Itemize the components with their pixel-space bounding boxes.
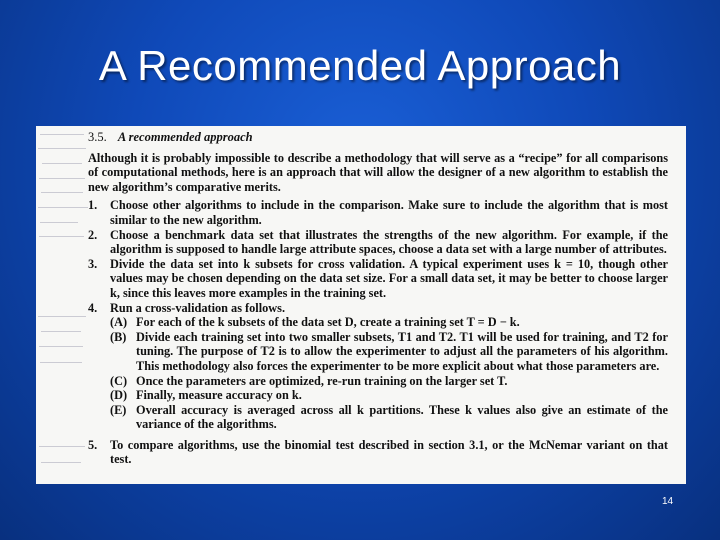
section-heading — [88, 130, 668, 145]
scanned-document-image — [36, 126, 686, 484]
list-item: 2. Choose a benchmark data set that illustrates the strengths of the new algorithm. For example, if the algorithm is supposed to handle large attribute spaces, choose a data set with a large number of attributes. — [88, 227, 668, 257]
intro-paragraph: Although it is probably impossible to describe a methodology that will serve as a “recipe” for all comparisons of computational methods, here is an approach that will allow the designer of a new algorithm to establish the new algorithm’s comparative merits. — [88, 150, 668, 194]
section-title: A recommended approach — [117, 130, 253, 144]
slide-title: A Recommended Approach — [98, 42, 622, 89]
sub-list-item: (A) For each of the k subsets of the data set D, create a training set T = D − k. — [110, 315, 520, 330]
section-number: 3.5. — [88, 130, 107, 144]
sub-list-item: (C) Once the parameters are optimized, re-run training on the larger set T. — [110, 373, 508, 388]
page-number: 14 — [662, 496, 674, 507]
sub-list-item: (D) Finally, measure accuracy on k. — [110, 388, 302, 403]
bleed-through-text — [36, 126, 92, 484]
document-text — [88, 130, 668, 467]
sub-list-item: (B) Divide each training set into two smaller subsets, T1 and T2. T1 will be used for training, and T2 for tuning. The purpose of T2 is to allow the experimenter to adjust all the parameters of his algorithm. This methodology also forces the experimenter to be more explicit about what those parameters are. — [110, 329, 668, 373]
sub-list-item: (E) Overall accuracy is averaged across all k partitions. These k values also give an estimate of the variance of the algorithms. — [110, 402, 668, 432]
list-item: 4. Run a cross-validation as follows. — [88, 300, 286, 315]
list-item: 1. Choose other algorithms to include in the comparison. Make sure to include the algorithm that is most similar to the new algorithm. — [88, 198, 668, 227]
list-item: 3. Divide the data set into k subsets for cross validation. A typical experiment uses k = 10, though other values may be chosen depending on the data set size. For a small data set, it may be better to choose larger k, since this leaves more examples in the training set. — [88, 256, 668, 300]
list-item: 5. To compare algorithms, use the binomial test described in section 3.1, or the McNemar variant on that test. — [88, 437, 668, 467]
